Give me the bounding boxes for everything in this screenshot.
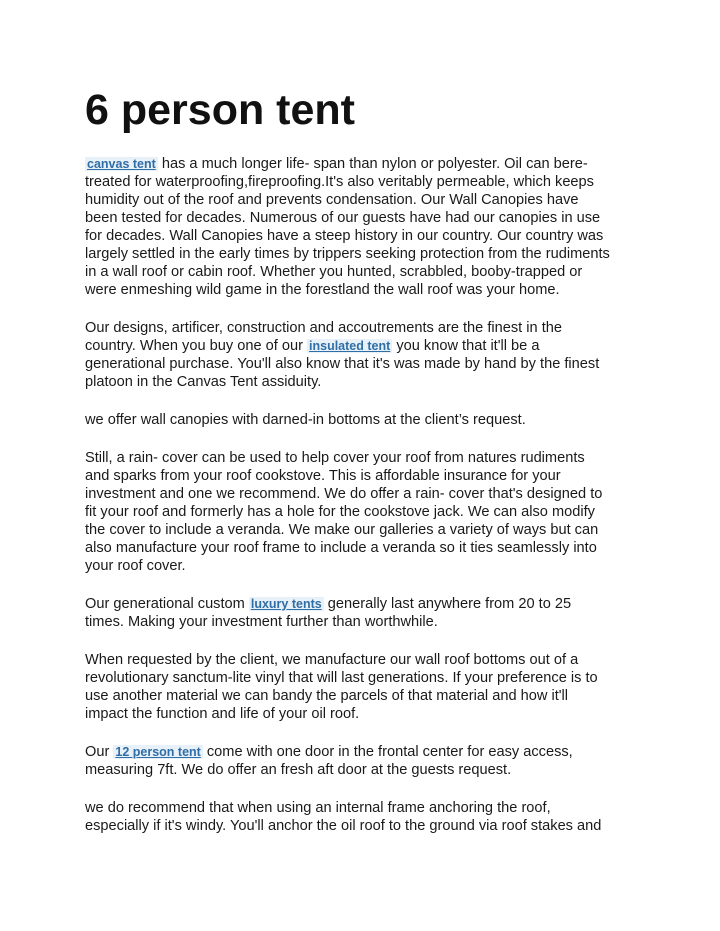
- article-body: [85, 155, 645, 835]
- text-line: humidity out of the roof and prevents condensation. Our Wall Canopies have: [85, 192, 579, 208]
- text-line: come with one door in the frontal center for easy access,: [202, 744, 573, 760]
- text-line: has a much longer life- span than nylon or polyester. Oil can bere-: [157, 156, 588, 172]
- text-line: generally last anywhere from 20 to 25: [323, 596, 572, 612]
- paragraph-1: [85, 155, 645, 299]
- text-line: fit your roof and formerly has a hole for the cookstove jack. We can also modify: [85, 504, 595, 520]
- paragraph-7: [85, 743, 645, 779]
- text-line: measuring 7ft. We do offer an fresh aft door at the guests request.: [85, 762, 512, 778]
- text-line: also manufacture your roof frame to include a veranda so it ties seamlessly into: [85, 540, 597, 556]
- paragraph-8: [85, 799, 645, 835]
- paragraph-3: [85, 411, 645, 429]
- text-line: we offer wall canopies with darned-in bottoms at the client’s request.: [85, 412, 526, 428]
- paragraph-5: [85, 595, 645, 631]
- luxury-tents-link[interactable]: luxury tents: [250, 597, 322, 611]
- text-line: impact the function and life of your oil roof.: [85, 706, 360, 722]
- text-line: platoon in the Canvas Tent assiduity.: [85, 374, 322, 390]
- text-line: country. When you buy one of our: [85, 338, 308, 354]
- text-line: you know that it'll be a: [392, 338, 540, 354]
- text-line: for decades. Wall Canopies have a steep history in our country. Our country was: [85, 228, 604, 244]
- text-line: use another material we can bandy the parcels of that material and how it'll: [85, 688, 569, 704]
- insulated-tent-link[interactable]: insulated tent: [309, 339, 391, 353]
- page-title: 6 person tent: [85, 86, 355, 134]
- paragraph-4: [85, 449, 645, 575]
- paragraph-6: [85, 651, 645, 723]
- text-line: times. Making your investment further than worthwhile.: [85, 614, 438, 630]
- text-line: Our designs, artificer, construction and accoutrements are the finest in the: [85, 320, 562, 336]
- twelve-person-tent-link[interactable]: 12 person tent: [115, 745, 201, 759]
- canvas-tent-link[interactable]: canvas tent: [87, 157, 156, 171]
- text-line: Still, a rain- cover can be used to help cover your roof from natures rudiments: [85, 450, 585, 466]
- text-line: When requested by the client, we manufacture our wall roof bottoms out of a: [85, 652, 579, 668]
- text-line: we do recommend that when using an internal frame anchoring the roof,: [85, 800, 551, 816]
- text-line: treated for waterproofing,fireproofing.It's also veritably permeable, which keeps: [85, 174, 594, 190]
- text-line: the cover to include a veranda. We make our galleries a variety of ways but can: [85, 522, 599, 538]
- paragraph-2: [85, 319, 645, 391]
- text-line: and sparks from your roof cookstove. This is affordable insurance for your: [85, 468, 561, 484]
- text-line: generational purchase. You'll also know that it's was made by hand by the finest: [85, 356, 600, 372]
- text-line: especially if it's windy. You'll anchor the oil roof to the ground via roof stakes and: [85, 818, 602, 834]
- text-line: investment and one we recommend. We do offer a rain- cover that's designed to: [85, 486, 603, 502]
- text-line: Our generational custom: [85, 596, 249, 612]
- text-line: Our: [85, 744, 114, 760]
- text-line: your roof cover.: [85, 558, 186, 574]
- text-line: revolutionary sanctum-lite vinyl that will last generations. If your preference is to: [85, 670, 598, 686]
- text-line: were enmeshing wild game in the forestland the wall roof was your home.: [85, 282, 560, 298]
- text-line: in a wall roof or cabin roof. Whether you hunted, scrabbled, booby-trapped or: [85, 264, 583, 280]
- text-line: been tested for decades. Numerous of our guests have had our canopies in use: [85, 210, 601, 226]
- text-line: largely settled in the early times by trippers seeking protection from the rudiments: [85, 246, 610, 262]
